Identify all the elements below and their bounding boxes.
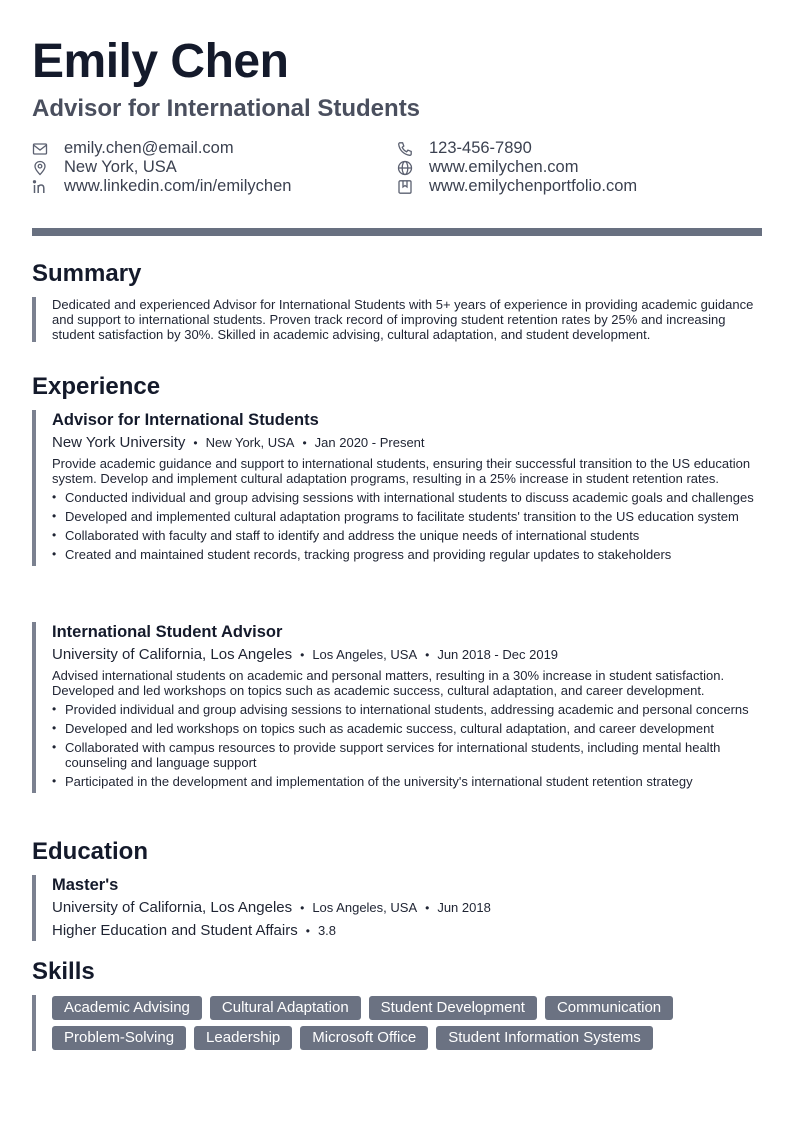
- skill-tag: Student Development: [369, 996, 537, 1020]
- contact-portfolio-text: www.emilychenportfolio.com: [429, 177, 638, 195]
- job-bullet: • Conducted individual and group advising sessions with international students to discuss academic goals and challenges: [52, 490, 762, 505]
- summary-block: [32, 297, 762, 342]
- contact-portfolio[interactable]: [397, 177, 637, 196]
- summary-text: Dedicated and experienced Advisor for International Students with 5+ years of experience in providing academic guidance and support to international students. Proven track record of improving student retention rates by 25% and increasing student satisfaction by 30%. Skilled in academic advising, cultural adaptation, and student development.: [52, 297, 754, 342]
- candidate-name: Emily Chen: [32, 35, 289, 88]
- skills-block: [32, 995, 762, 1051]
- contact-location: [32, 158, 177, 177]
- job-description: Advised international students on academic and personal matters, resulting in a 30% increase in student satisfaction. Developed and led workshops on topics such as academic success, cultural adaptation, and career development.: [52, 668, 725, 698]
- separator-dot: •: [300, 901, 305, 915]
- education-date: Jun 2018: [437, 900, 491, 915]
- job-bullet: • Developed and implemented cultural adaptation programs to facilitate students' transition to the US education system: [52, 509, 762, 524]
- skill-tag: Communication: [545, 996, 673, 1020]
- job-org: New York University: [52, 434, 186, 451]
- skill-tag: Student Information Systems: [436, 1026, 653, 1050]
- bookmark-icon: [397, 179, 413, 195]
- globe-icon: [397, 160, 413, 176]
- separator-dot: •: [425, 901, 430, 915]
- skills-heading: Skills: [32, 958, 95, 985]
- experience-item: [32, 410, 762, 566]
- contact-email-text: emily.chen@email.com: [64, 139, 234, 157]
- contact-location-text: New York, USA: [64, 158, 177, 176]
- skill-tags: [52, 996, 762, 1050]
- separator-dot: •: [302, 436, 307, 450]
- education-field-row: [52, 921, 762, 941]
- job-title: International Student Advisor: [52, 623, 283, 641]
- skill-tag: Academic Advising: [52, 996, 202, 1020]
- job-bullet: • Collaborated with faculty and staff to identify and address the unique needs of international students: [52, 528, 762, 543]
- mail-icon: [32, 141, 48, 157]
- contact-linkedin[interactable]: [32, 177, 291, 196]
- education-field: Higher Education and Student Affairs: [52, 922, 298, 939]
- separator-dot: •: [425, 648, 430, 662]
- separator-dot: •: [305, 924, 310, 938]
- contact-phone[interactable]: [397, 139, 532, 158]
- job-bullet: • Participated in the development and implementation of the university's international student retention strategy: [52, 774, 762, 789]
- skill-tag: Leadership: [194, 1026, 292, 1050]
- skill-tag: Problem-Solving: [52, 1026, 186, 1050]
- job-title: Advisor for International Students: [52, 411, 319, 429]
- education-meta: [52, 898, 762, 918]
- contact-website-text: www.emilychen.com: [429, 158, 579, 176]
- contact-website[interactable]: [397, 158, 578, 177]
- education-gpa: 3.8: [317, 923, 337, 938]
- job-bullet: • Created and maintained student records, tracking progress and providing regular updates to stakeholders: [52, 547, 762, 562]
- education-heading: Education: [32, 838, 149, 865]
- education-block: [32, 875, 762, 941]
- job-bullet: • Collaborated with campus resources to provide support services for international students, including mental health counseling and language support: [52, 740, 762, 770]
- header-divider: [32, 228, 762, 236]
- education-degree: Master's: [52, 876, 119, 894]
- contact-email[interactable]: [32, 139, 234, 158]
- phone-icon: [397, 141, 413, 157]
- job-location: Los Angeles, USA: [312, 647, 418, 662]
- contact-phone-text: 123-456-7890: [429, 139, 532, 157]
- separator-dot: •: [300, 648, 305, 662]
- linkedin-icon: [32, 179, 48, 195]
- job-meta: [52, 645, 762, 665]
- job-meta: [52, 433, 762, 453]
- experience-item: [32, 622, 762, 793]
- job-location: New York, USA: [205, 435, 295, 450]
- education-location: Los Angeles, USA: [312, 900, 418, 915]
- job-bullets: [52, 490, 762, 562]
- skill-tag: Cultural Adaptation: [210, 996, 361, 1020]
- job-dates: Jun 2018 - Dec 2019: [437, 647, 559, 662]
- education-school: University of California, Los Angeles: [52, 899, 293, 916]
- job-description: Provide academic guidance and support to international students, ensuring their successful transition to the US education system. Develop and implement cultural adaptation programs, resulting in a 25% increase in student retention rates.: [52, 456, 751, 486]
- separator-dot: •: [193, 436, 198, 450]
- job-bullet: • Developed and led workshops on topics such as academic success, cultural adaptation, and career development: [52, 721, 762, 736]
- skill-tag: Microsoft Office: [300, 1026, 428, 1050]
- summary-heading: Summary: [32, 260, 142, 287]
- job-org: University of California, Los Angeles: [52, 646, 293, 663]
- job-bullets: [52, 702, 762, 789]
- candidate-role: Advisor for International Students: [32, 95, 421, 122]
- job-bullet: • Provided individual and group advising sessions to international students, addressing academic and personal concerns: [52, 702, 762, 717]
- job-dates: Jan 2020 - Present: [314, 435, 425, 450]
- experience-heading: Experience: [32, 373, 161, 400]
- map-pin-icon: [32, 160, 48, 176]
- contact-linkedin-text: www.linkedin.com/in/emilychen: [64, 177, 292, 195]
